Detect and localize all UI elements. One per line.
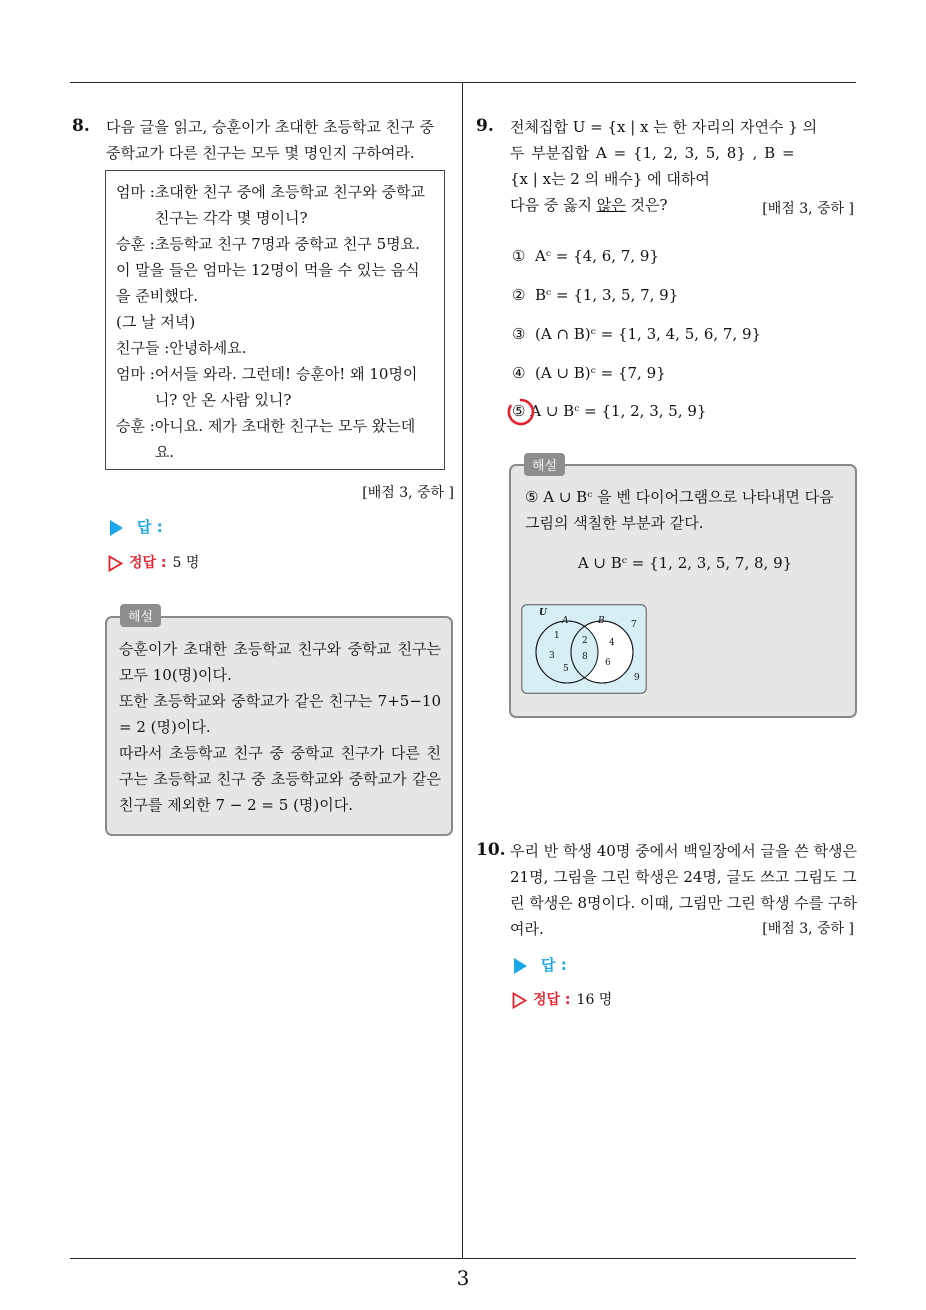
question-8-line: 중학교가 다른 친구는 모두 몇 명인지 구하여라.: [106, 144, 415, 162]
play-arrow-icon: [514, 958, 527, 974]
option-3[interactable]: [512, 325, 761, 343]
top-rule: [70, 82, 856, 83]
dialog-line: [116, 361, 434, 413]
question-9-line: {x | x는 2 의 배수} 에 대하여: [510, 170, 710, 188]
explanation-line: 승훈이가 초대한 초등학교 친구와 중학교 친구는 모두 10(명)이다.: [119, 640, 441, 684]
question-9-prompt: 다음 중 옳지: [510, 196, 597, 214]
option-text: Aᶜ = {4, 6, 7, 9}: [535, 247, 659, 265]
explanation-formula: A ∪ Bᶜ = {1, 2, 3, 5, 7, 8, 9}: [577, 554, 793, 572]
dialog-line: [116, 413, 434, 465]
dialog-text: 초대한 친구 중에 초등학교 친구와 중학교 친구는 각각 몇 명이니?: [154, 183, 425, 227]
dialog-speaker: 친구들 :: [116, 339, 170, 357]
correct-value: 16 명: [576, 992, 613, 1008]
question-8-correct-answer: [108, 552, 199, 572]
option-5[interactable]: [512, 402, 706, 420]
page-number: 3: [456, 1266, 470, 1290]
dialog-text: (그 날 저녁): [116, 313, 196, 331]
venn-number: 2: [582, 636, 588, 646]
explanation-line: 그림의 색칠한 부분과 같다.: [525, 514, 704, 532]
question-8-dialog-box: [105, 170, 445, 470]
question-8-number: 8.: [72, 116, 90, 136]
explanation-tag: 해설: [120, 604, 161, 627]
dialog-text: 이 말을 들은 엄마는 12명이 먹을 수 있는 음식을 준비했다.: [116, 261, 420, 305]
question-10-answer: [514, 954, 567, 975]
dialog-line: [116, 231, 434, 257]
question-9-prompt-end: 것은?: [625, 196, 668, 214]
venn-number: 6: [605, 658, 611, 668]
explanation-line: ⑤ A ∪ Bᶜ 을 벤 다이어그램으로 나타내면 다음: [525, 488, 834, 506]
correct-label: 정답 :: [533, 992, 571, 1008]
venn-number: 4: [609, 638, 615, 648]
option-1[interactable]: [512, 247, 659, 265]
explanation-tag: 해설: [524, 453, 565, 476]
venn-number: 5: [563, 664, 569, 674]
outline-triangle-icon: [512, 992, 527, 1009]
venn-number: 1: [554, 631, 560, 641]
option-text: Bᶜ = {1, 3, 5, 7, 9}: [535, 286, 679, 304]
bottom-rule: [70, 1258, 856, 1259]
dialog-line: [116, 257, 434, 309]
column-divider: [462, 82, 463, 1258]
correct-label: 정답 :: [129, 555, 167, 571]
question-8-answer: [110, 516, 163, 537]
venn-number: 3: [549, 651, 555, 661]
question-8-text: [106, 114, 456, 166]
question-9-line: 두 부분집합 A = {1, 2, 3, 5, 8} , B =: [510, 144, 795, 162]
question-10-line: 우리 반 학생 40명 중에서 백일장에서 글을 쓴 학생은: [510, 842, 858, 860]
explanation-line: 또한 초등학교와 중학교가 같은 친구는 7+5−10 = 2 (명)이다.: [119, 692, 441, 736]
answer-circle-mark: [506, 397, 536, 427]
question-8-explanation-box: [105, 616, 453, 836]
dialog-text: 안녕하세요.: [169, 339, 247, 357]
question-9-underline: 않은: [596, 196, 626, 214]
explanation-line: 따라서 초등학교 친구 중 중학교 친구가 다른 친구는 초등학교 친구 중 초등학교와 중학교가 같은 친구를 제외한 7 − 2 = 5 (명)이다.: [119, 744, 441, 814]
option-2[interactable]: [512, 286, 678, 304]
dialog-text: 아니요. 제가 초대한 친구는 모두 왔는데요.: [154, 417, 416, 461]
question-10-line: 린 학생은 8명이다. 이때, 그림만 그린 학생 수를 구하: [510, 894, 858, 912]
question-10-line: 21명, 그림을 그린 학생은 24명, 글도 쓰고 그림도 그: [510, 868, 857, 886]
dialog-speaker: 엄마 :: [116, 183, 155, 201]
dialog-text: 초등학교 친구 7명과 중학교 친구 5명요.: [154, 235, 420, 253]
dialog-line: [116, 179, 434, 231]
option-text: A ∪ Bᶜ = {1, 2, 3, 5, 9}: [530, 402, 707, 420]
answer-label: 답 :: [541, 956, 567, 974]
question-9-line: 전체집합 U = {x | x 는 한 자리의 자연수 } 의: [510, 118, 818, 136]
dialog-line: [116, 335, 434, 361]
venn-number: 7: [631, 620, 637, 630]
question-9-number: 9.: [476, 116, 494, 136]
venn-label-b: B: [598, 616, 605, 626]
correct-value: 5 명: [172, 555, 200, 571]
venn-number: 8: [582, 652, 588, 662]
dialog-line: [116, 309, 434, 335]
option-marker: ⑤: [512, 402, 526, 420]
option-marker: ④: [512, 364, 526, 382]
venn-label-u: U: [539, 608, 547, 618]
play-arrow-icon: [110, 520, 123, 536]
question-10-score: [배점 3, 중하 ]: [762, 921, 854, 937]
option-4[interactable]: [512, 364, 666, 382]
question-8-line: 다음 글을 읽고, 승훈이가 초대한 초등학교 친구 중: [106, 118, 434, 136]
answer-label: 답 :: [137, 518, 163, 536]
dialog-text: 어서들 와라. 그런데! 승훈아! 왜 10명이니? 안 온 사람 있니?: [154, 365, 418, 409]
outline-triangle-icon: [108, 555, 123, 572]
question-8-score: [배점 3, 중하 ]: [362, 485, 454, 501]
venn-label-a: A: [562, 616, 569, 626]
option-marker: ①: [512, 247, 526, 265]
question-10-number: 10.: [476, 840, 506, 860]
venn-number: 9: [634, 673, 640, 683]
dialog-speaker: 승훈 :: [116, 235, 155, 253]
venn-diagram: [521, 604, 647, 694]
question-10-line: 여라.: [510, 920, 544, 938]
question-10-correct-answer: [512, 989, 612, 1009]
option-text: (A ∪ B)ᶜ = {7, 9}: [535, 364, 666, 382]
option-marker: ②: [512, 286, 526, 304]
dialog-speaker: 승훈 :: [116, 417, 155, 435]
question-9-score: [배점 3, 중하 ]: [762, 201, 854, 217]
dialog-speaker: 엄마 :: [116, 365, 155, 383]
option-marker: ③: [512, 325, 526, 343]
option-text: (A ∩ B)ᶜ = {1, 3, 4, 5, 6, 7, 9}: [535, 325, 762, 343]
